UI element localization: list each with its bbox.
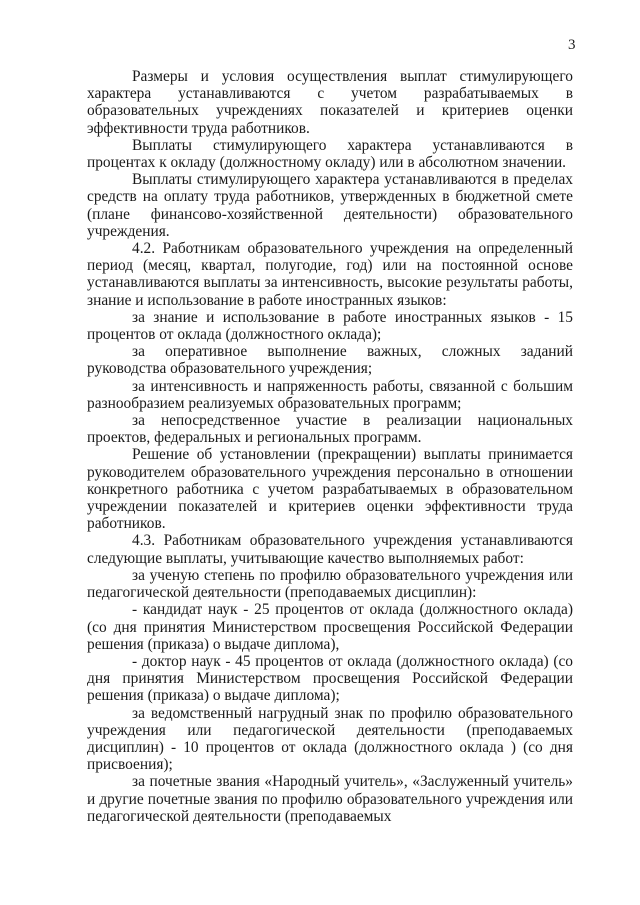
paragraph-departmental-badge: за ведомственный нагрудный знак по профилю образовательного учреждения или педагогической деятельности (преподаваемых дисциплин) - 10 процентов от оклада (должностного оклада ) (со дня присвоения);: [87, 704, 573, 774]
page-number: 3: [568, 37, 576, 53]
document-body: [87, 68, 573, 825]
paragraph-doctor-of-sciences: - доктор наук - 45 процентов от оклада (должностного оклада) (со дня принятия Министерством просвещения Российской Федерации решения (приказа) о выдаче диплома);: [87, 652, 573, 705]
paragraph-stimulus-conditions: Размеры и условия осуществления выплат стимулирующего характера устанавливаются с учетом разрабатываемых в образовательных учреждениях показателей и критериев оценки эффективности труда работников.: [87, 68, 573, 137]
paragraph-stimulus-percent: Выплаты стимулирующего характера устанавливаются в процентах к окладу (должностному окладу) или в абсолютном значении.: [87, 136, 573, 172]
paragraph-urgent-tasks: за оперативное выполнение важных, сложных заданий руководства образовательного учреждения;: [87, 343, 573, 378]
paragraph-foreign-languages: за знание и использование в работе иностранных языков - 15 процентов от оклада (должностного оклада);: [87, 308, 573, 344]
paragraph-academic-degree: за ученую степень по профилю образовательного учреждения или педагогической деятельности (преподаваемых дисциплин):: [87, 566, 573, 602]
paragraph-national-projects: за непосредственное участие в реализации национальных проектов, федеральных и региональных программ.: [87, 412, 573, 447]
paragraph-stimulus-limits: Выплаты стимулирующего характера устанавливаются в пределах средств на оплату труда работников, утвержденных в бюджетной смете (плане финансово-хозяйственной деятельности) образовательного учреждения.: [87, 171, 573, 240]
paragraph-section-4-3: 4.3. Работникам образовательного учреждения устанавливаются следующие выплаты, учитывающие качество выполняемых работ:: [87, 532, 573, 567]
paragraph-honorary-titles: за почетные звания «Народный учитель», «Заслуженный учитель» и другие почетные звания по профилю образовательного учреждения или педагогической деятельности (преподаваемых: [87, 773, 573, 825]
paragraph-intensity: за интенсивность и напряженность работы, связанной с большим разнообразием реализуемых образовательных программ;: [87, 377, 573, 412]
paragraph-section-4-2: 4.2. Работникам образовательного учреждения на определенный период (месяц, квартал, полугодие, год) или на постоянной основе устанавливаются выплаты за интенсивность, высокие результаты работы, знание и использование в работе иностранных языков:: [87, 240, 573, 309]
paragraph-candidate-of-sciences: - кандидат наук - 25 процентов от оклада (должностного оклада) (со дня принятия Министерством просвещения Российской Федерации решения (приказа) о выдаче диплома),: [87, 601, 573, 653]
paragraph-decision: Решение об установлении (прекращении) выплаты принимается руководителем образовательного учреждения персонально в отношении конкретного работника с учетом разрабатываемых в образовательном учреждении показателей и критериев оценки эффективности труда работников.: [87, 446, 573, 533]
